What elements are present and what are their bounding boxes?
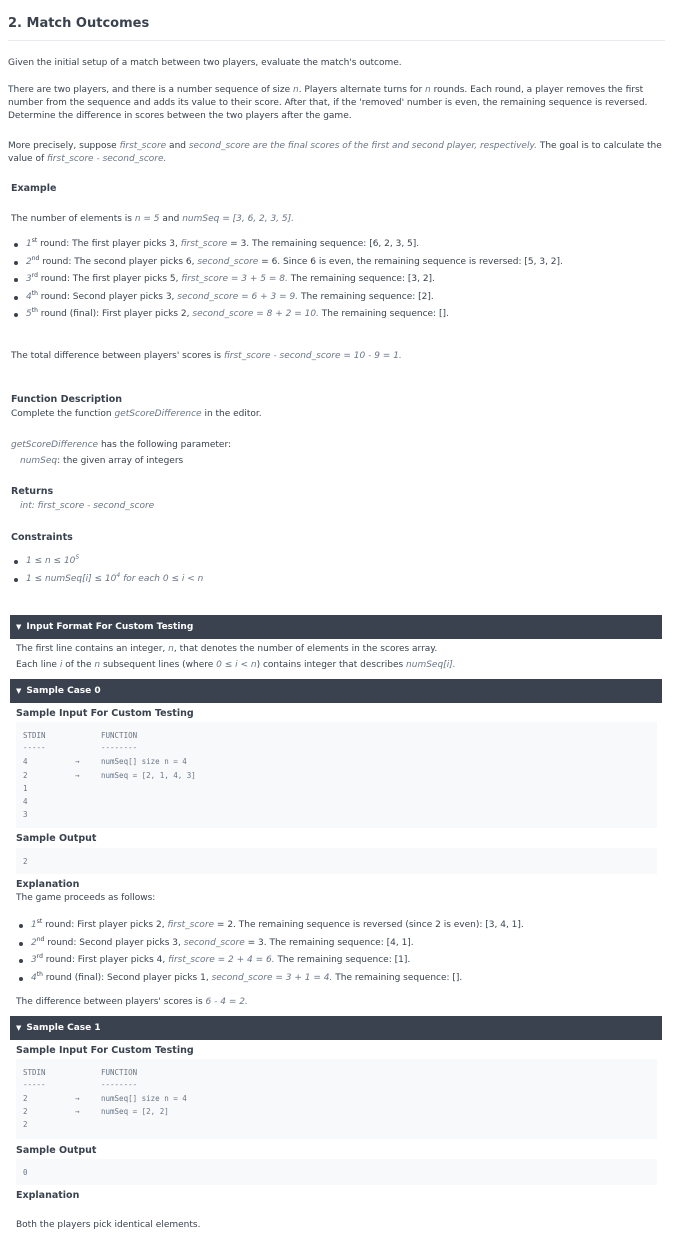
sample1-explanation-text: Both the players pick identical elements. — [16, 1220, 201, 1230]
list-item: 5th round (final): First player picks 2, second_score = 8 + 2 = 10. The remaining sequence: []. — [11, 306, 666, 324]
list-item: 1st round: First player picks 2, first_score = 2. The remaining sequence is reversed (since 2 is even): [3, 4, 1]. — [16, 917, 666, 935]
list-item: $1 \le n \le 10^5$ — [11, 553, 411, 571]
sample0-rounds-list — [16, 917, 666, 987]
sample1-input-heading: Sample Input For Custom Testing — [16, 1045, 194, 1056]
list-item: 2nd round: Second player picks 3, second_score = 3. The remaining sequence: [4, 1]. — [16, 935, 666, 953]
input-format-line2: Each line i of the n subsequent lines (where 0 ≤ i < n) contains integer that describes numSeq[i]. — [16, 660, 456, 670]
list-item: 4th round (final): Second player picks 1, second_score = 3 + 1 = 4. The remaining sequence: []. — [16, 970, 666, 988]
sample0-output-heading: Sample Output — [16, 833, 97, 844]
triangle-down-icon: ▼ — [16, 687, 22, 695]
list-item: 2nd round: The second player picks 6, second_score = 6. Since 6 is even, the remaining sequence is reversed: [5, 3, 2]. — [11, 254, 666, 272]
description-paragraph: There are two players, and there is a number sequence of size n. Players alternate turns for n rounds. Each round, a player removes the first number from the sequence and adds its value to their score. After that, if the 'removed' number is even, the remaining sequence is reversed. Determine the difference in scores between the two players after the game. — [8, 85, 648, 121]
list-item: 4th round: Second player picks 3, second_score = 6 + 3 = 9. The remaining sequence: [2]. — [11, 289, 666, 307]
title-divider — [8, 40, 665, 41]
triangle-down-icon: ▼ — [16, 623, 22, 631]
example-total: The total difference between players' scores is first_score - second_score = 10 - 9 = 1. — [11, 351, 402, 361]
sample1-input-block: STDIN FUNCTION ----- -------- 2 → numSeq[] size n = 4 2 → numSeq = [2, 2] 2 — [16, 1059, 657, 1139]
function-description-heading: Function Description — [11, 394, 123, 405]
example-rounds-list — [11, 236, 666, 324]
input-format-line1: The first line contains an integer, n, that denotes the number of elements in the scores array. — [16, 644, 438, 654]
input-format-toggle[interactable]: ▼ Input Format For Custom Testing — [10, 615, 662, 639]
page-title: 2. Match Outcomes — [8, 16, 150, 31]
sample1-explanation-heading: Explanation — [16, 1190, 80, 1201]
precise-paragraph: More precisely, suppose first_score and second_score are the final scores of the first and second player, respectively. The goal is to calculate the value of first_score - second_score. — [8, 141, 662, 164]
sample0-input-block: STDIN FUNCTION ----- -------- 4 → numSeq[] size n = 4 2 → numSeq = [2, 1, 4, 3] 1 4 3 — [16, 722, 657, 828]
list-item: 1st round: The first player picks 3, first_score = 3. The remaining sequence: [6, 2, 3, 5]. — [11, 236, 666, 254]
sample0-difference: The difference between players' scores is 6 - 4 = 2. — [16, 997, 248, 1007]
returns-heading: Returns — [11, 486, 54, 497]
example-heading: Example — [11, 183, 57, 194]
example-setup: The number of elements is n = 5 and numSeq = [3, 6, 2, 3, 5]. — [11, 214, 295, 224]
sample0-explanation-heading: Explanation — [16, 879, 80, 890]
sample1-output-heading: Sample Output — [16, 1145, 97, 1156]
sample0-input-heading: Sample Input For Custom Testing — [16, 708, 194, 719]
function-parameter: numSeq: the given array of integers — [20, 456, 184, 466]
list-item: 1 ≤ numSeq[i] ≤ $10^4$ for each 0 ≤ i < n — [11, 571, 411, 589]
intro-text: Given the initial setup of a match between two players, evaluate the match's outcome. — [8, 58, 402, 68]
triangle-down-icon: ▼ — [16, 1024, 22, 1032]
constraints-list — [11, 553, 411, 588]
sample1-output-block: 0 — [16, 1159, 657, 1185]
function-parameter-intro: getScoreDifference has the following parameter: — [11, 440, 232, 450]
list-item: 3rd round: The first player picks 5, first_score = 3 + 5 = 8. The remaining sequence: [3, 2]. — [11, 271, 666, 289]
sample0-output-block: 2 — [16, 848, 657, 874]
list-item: 3rd round: First player picks 4, first_score = 2 + 4 = 6. The remaining sequence: [1]. — [16, 952, 666, 970]
function-description-text: Complete the function getScoreDifference in the editor. — [11, 409, 262, 419]
constraints-heading: Constraints — [11, 532, 73, 543]
sample-case-1-toggle[interactable]: ▼ Sample Case 1 — [10, 1016, 662, 1040]
sample-case-0-toggle[interactable]: ▼ Sample Case 0 — [10, 679, 662, 703]
sample0-explanation-intro: The game proceeds as follows: — [16, 893, 156, 903]
returns-text: int: first_score - second_score — [20, 501, 155, 511]
